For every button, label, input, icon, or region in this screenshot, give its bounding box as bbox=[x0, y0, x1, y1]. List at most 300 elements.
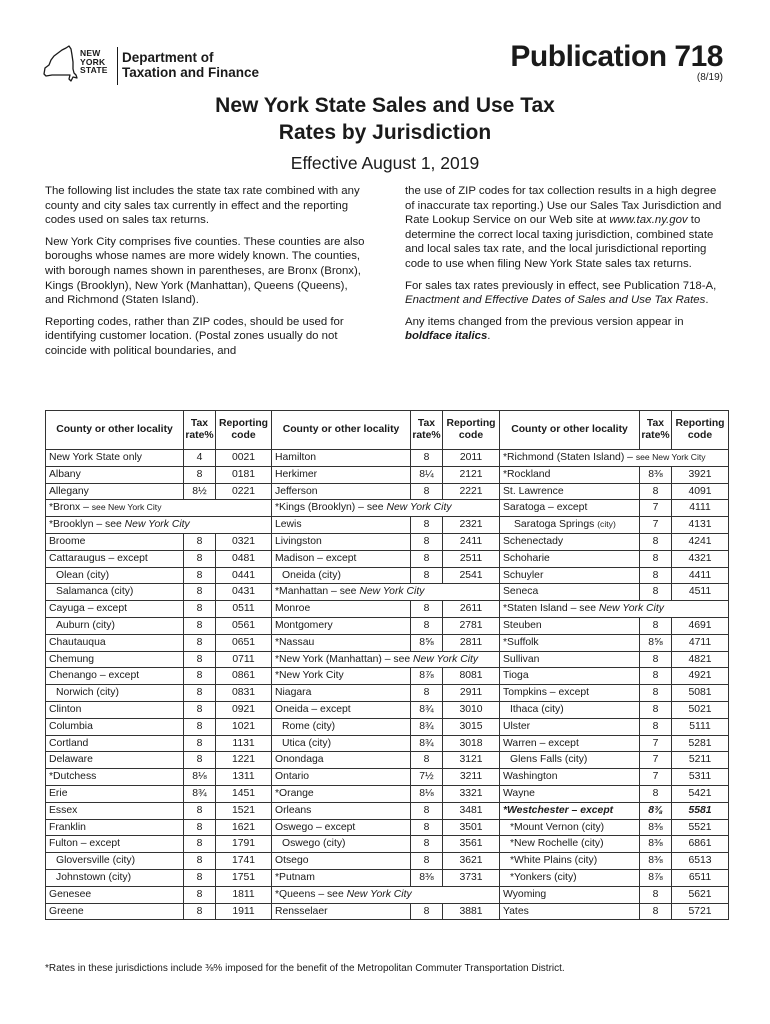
locality-name-text: *Suffolk bbox=[503, 636, 539, 648]
locality-name bbox=[500, 802, 640, 819]
header-rate: Tax rate% bbox=[184, 411, 216, 450]
tax-rate: 8 bbox=[411, 517, 443, 534]
locality-name-text: Cayuga – except bbox=[49, 603, 127, 615]
locality-name bbox=[46, 869, 184, 886]
locality-name-text: Montgomery bbox=[275, 619, 333, 631]
locality-name-text: Monroe bbox=[275, 603, 311, 615]
locality-name bbox=[500, 533, 640, 550]
tax-rate: 8 bbox=[640, 483, 672, 500]
reporting-code: 4921 bbox=[672, 668, 729, 685]
intro-paragraph: The following list includes the state tax rate combined with any county and city sales tax currently in effect and the reporting codes used on sales tax returns. bbox=[45, 185, 360, 227]
reporting-code: 0711 bbox=[216, 651, 272, 668]
reporting-code: 2511 bbox=[443, 550, 500, 567]
locality-name-text: *Putnam bbox=[275, 871, 315, 883]
intro-paragraph bbox=[405, 279, 727, 308]
locality-name bbox=[46, 500, 272, 517]
locality-name-text: Saratoga – except bbox=[503, 502, 588, 514]
boldface-italics-note: boldface italics bbox=[405, 330, 488, 343]
main-title-line-2: Rates by Jurisdiction bbox=[278, 121, 492, 144]
reporting-code: 1131 bbox=[216, 735, 272, 752]
locality-name bbox=[272, 869, 411, 886]
tax-rate: 8 bbox=[411, 567, 443, 584]
reporting-code: 6513 bbox=[672, 853, 729, 870]
reporting-code: 0561 bbox=[216, 617, 272, 634]
locality-name-text: Clinton bbox=[49, 703, 82, 715]
locality-name bbox=[46, 886, 184, 903]
rates-table-body bbox=[46, 450, 729, 920]
reporting-code: 1911 bbox=[216, 903, 272, 920]
locality-name bbox=[46, 651, 184, 668]
reporting-code: 3015 bbox=[443, 718, 500, 735]
tax-rate: 8⅜ bbox=[640, 802, 672, 819]
reporting-code: 2781 bbox=[443, 617, 500, 634]
reporting-code: 1751 bbox=[216, 869, 272, 886]
locality-name bbox=[500, 819, 640, 836]
tax-rate: 8 bbox=[184, 466, 216, 483]
locality-name-text: Orleans bbox=[275, 804, 312, 816]
reporting-code: 3018 bbox=[443, 735, 500, 752]
tax-rate: 8 bbox=[184, 550, 216, 567]
header-rate: Tax rate% bbox=[640, 411, 672, 450]
locality-name bbox=[46, 533, 184, 550]
locality-name-text: Schoharie bbox=[503, 552, 550, 564]
locality-name bbox=[500, 634, 640, 651]
reporting-code: 5111 bbox=[672, 718, 729, 735]
locality-name-text: Yates bbox=[503, 905, 529, 917]
locality-name-text: Otsego bbox=[275, 855, 309, 867]
locality-name-text: *Yonkers (city) bbox=[510, 871, 577, 883]
locality-name bbox=[272, 584, 500, 601]
reporting-code: 5421 bbox=[672, 785, 729, 802]
locality-name-text: Seneca bbox=[503, 586, 539, 598]
table-header-row bbox=[46, 411, 729, 450]
tax-rate: 8⅞ bbox=[411, 668, 443, 685]
locality-name-text: Tompkins – except bbox=[503, 687, 590, 699]
reporting-code: 3621 bbox=[443, 853, 500, 870]
locality-name bbox=[500, 651, 640, 668]
locality-name-text: Ithaca (city) bbox=[510, 703, 564, 715]
locality-name-text: Wayne bbox=[503, 787, 535, 799]
locality-name bbox=[500, 769, 640, 786]
see-reference: New York City bbox=[413, 653, 479, 665]
table-row bbox=[46, 483, 729, 500]
locality-name bbox=[46, 450, 184, 467]
tax-rate: 8 bbox=[640, 886, 672, 903]
locality-name-text: Herkimer bbox=[275, 468, 318, 480]
locality-name bbox=[272, 450, 411, 467]
reporting-code: 4711 bbox=[672, 634, 729, 651]
locality-name-text: Franklin bbox=[49, 821, 86, 833]
locality-name-text: Allegany bbox=[49, 485, 89, 497]
reporting-code: 5621 bbox=[672, 886, 729, 903]
department-line-1: Department of bbox=[122, 50, 214, 65]
locality-name-text: Delaware bbox=[49, 754, 93, 766]
reporting-code: 1521 bbox=[216, 802, 272, 819]
tax-rate: 8 bbox=[640, 785, 672, 802]
locality-name-text: Saratoga Springs bbox=[514, 519, 598, 531]
tax-rate: 8¾ bbox=[184, 785, 216, 802]
locality-name bbox=[46, 601, 184, 618]
reporting-code: 2221 bbox=[443, 483, 500, 500]
locality-name-text: *New York City bbox=[275, 670, 344, 682]
table-row bbox=[46, 752, 729, 769]
locality-name bbox=[500, 567, 640, 584]
tax-rate: 8 bbox=[640, 685, 672, 702]
tax-rate: 8⅜ bbox=[640, 836, 672, 853]
table-row bbox=[46, 836, 729, 853]
tax-rate: 8⅛ bbox=[184, 769, 216, 786]
locality-name-text: *Dutchess bbox=[49, 771, 97, 783]
reporting-code: 0861 bbox=[216, 668, 272, 685]
reporting-code: 5521 bbox=[672, 819, 729, 836]
locality-name bbox=[272, 550, 411, 567]
reporting-code: 3731 bbox=[443, 869, 500, 886]
locality-name bbox=[46, 903, 184, 920]
locality-name-text: Greene bbox=[49, 905, 84, 917]
new-york-state-map-icon bbox=[42, 44, 78, 84]
locality-name bbox=[500, 869, 640, 886]
locality-name bbox=[272, 701, 411, 718]
reporting-code: 4691 bbox=[672, 617, 729, 634]
header-locality: County or other locality bbox=[272, 411, 411, 450]
reporting-code: 1811 bbox=[216, 886, 272, 903]
tax-rate: 7 bbox=[640, 752, 672, 769]
locality-name-text: Schenectady bbox=[503, 535, 564, 547]
locality-name-text: Erie bbox=[49, 787, 68, 799]
locality-name bbox=[272, 668, 411, 685]
tax-rate: 7 bbox=[640, 517, 672, 534]
locality-name bbox=[272, 735, 411, 752]
locality-name-text: *Brooklyn – see bbox=[49, 519, 125, 531]
reporting-code: 5081 bbox=[672, 685, 729, 702]
tax-rate: 8⅜ bbox=[640, 853, 672, 870]
locality-name-text: Chautauqua bbox=[49, 636, 106, 648]
table-row bbox=[46, 668, 729, 685]
reporting-code: 5311 bbox=[672, 769, 729, 786]
locality-name-text: *New Rochelle (city) bbox=[510, 838, 604, 850]
website-link[interactable]: www.tax.ny.gov bbox=[609, 214, 688, 227]
locality-name bbox=[272, 718, 411, 735]
reporting-code: 0221 bbox=[216, 483, 272, 500]
locality-name bbox=[500, 517, 640, 534]
tax-rate: 8 bbox=[411, 601, 443, 618]
tax-rate: 7 bbox=[640, 500, 672, 517]
locality-name-text: Livingston bbox=[275, 535, 322, 547]
locality-name bbox=[46, 735, 184, 752]
see-reference: New York City bbox=[359, 586, 425, 598]
tax-rate: 8 bbox=[184, 752, 216, 769]
tax-rate: 8 bbox=[640, 533, 672, 550]
tax-rate: 8 bbox=[184, 533, 216, 550]
locality-qualifier: (city) bbox=[597, 519, 616, 530]
tax-rate: 8¾ bbox=[411, 735, 443, 752]
tax-rate: 8 bbox=[640, 701, 672, 718]
locality-name bbox=[46, 836, 184, 853]
locality-name bbox=[46, 634, 184, 651]
intro-text: to determine the correct local taxing jurisdiction, combined state and local sales tax rate, and the local jurisdictional reporting code to use when filing New York State sales tax returns. bbox=[405, 214, 714, 270]
effective-date: Effective August 1, 2019 bbox=[290, 153, 480, 173]
tax-rate: 8 bbox=[184, 886, 216, 903]
reporting-code: 3211 bbox=[443, 769, 500, 786]
table-row bbox=[46, 517, 729, 534]
locality-name bbox=[272, 836, 411, 853]
department-name bbox=[122, 50, 259, 80]
reporting-code: 4821 bbox=[672, 651, 729, 668]
locality-name-text: *White Plains (city) bbox=[510, 855, 598, 867]
reporting-code: 5281 bbox=[672, 735, 729, 752]
locality-name bbox=[500, 668, 640, 685]
tax-rate: 8 bbox=[411, 903, 443, 920]
reporting-code: 3481 bbox=[443, 802, 500, 819]
locality-name bbox=[46, 584, 184, 601]
locality-name bbox=[500, 752, 640, 769]
reporting-code: 0831 bbox=[216, 685, 272, 702]
tax-rate: 8 bbox=[411, 752, 443, 769]
locality-name bbox=[272, 517, 411, 534]
state-wordmark-line: NEW bbox=[80, 48, 101, 58]
tax-rate: 8 bbox=[184, 634, 216, 651]
reporting-code: 0181 bbox=[216, 466, 272, 483]
locality-name-text: Steuben bbox=[503, 619, 542, 631]
reporting-code: 5721 bbox=[672, 903, 729, 920]
locality-name bbox=[272, 819, 411, 836]
tax-rate: 8¾ bbox=[411, 718, 443, 735]
reporting-code: 6861 bbox=[672, 836, 729, 853]
locality-name-text: *New York (Manhattan) – see bbox=[275, 653, 414, 665]
reporting-code: 1311 bbox=[216, 769, 272, 786]
locality-name bbox=[46, 466, 184, 483]
reporting-code: 2121 bbox=[443, 466, 500, 483]
locality-name bbox=[500, 701, 640, 718]
reporting-code: 1741 bbox=[216, 853, 272, 870]
locality-name bbox=[272, 752, 411, 769]
locality-name bbox=[272, 617, 411, 634]
intro-paragraph bbox=[405, 184, 727, 272]
tax-rate: 8 bbox=[184, 836, 216, 853]
locality-name-text: *Orange bbox=[275, 787, 314, 799]
table-row bbox=[46, 802, 729, 819]
reporting-code: 4411 bbox=[672, 567, 729, 584]
department-line-2: Taxation and Finance bbox=[122, 65, 260, 80]
locality-name bbox=[46, 567, 184, 584]
locality-name bbox=[46, 853, 184, 870]
locality-name-text: Warren – except bbox=[503, 737, 579, 749]
locality-name-text: Utica (city) bbox=[282, 737, 332, 749]
locality-name bbox=[46, 550, 184, 567]
locality-name bbox=[46, 769, 184, 786]
table-row bbox=[46, 685, 729, 702]
tax-rate: 8⅝ bbox=[640, 634, 672, 651]
table-row bbox=[46, 533, 729, 550]
locality-name bbox=[272, 785, 411, 802]
table-row bbox=[46, 634, 729, 651]
locality-name-text: Broome bbox=[49, 535, 86, 547]
locality-name-text: Salamanca (city) bbox=[56, 586, 134, 598]
locality-name bbox=[500, 903, 640, 920]
locality-name-text: *Nassau bbox=[275, 636, 315, 648]
locality-name-text: Washington bbox=[503, 771, 558, 783]
table-row bbox=[46, 617, 729, 634]
reporting-code: 0441 bbox=[216, 567, 272, 584]
reporting-code: 0651 bbox=[216, 634, 272, 651]
rates-table bbox=[45, 410, 729, 920]
publication-date: (8/19) bbox=[696, 72, 723, 83]
tax-rate: 8 bbox=[411, 836, 443, 853]
locality-name-text: Cattaraugus – except bbox=[49, 552, 148, 564]
reporting-code: 3321 bbox=[443, 785, 500, 802]
locality-name-text: St. Lawrence bbox=[503, 485, 564, 497]
intro-text: the use of ZIP codes for tax collection results in a high degree of inaccurate tax reporting.) Use our Sales Tax Jurisdiction and Rate Lookup Service on our Web site at bbox=[405, 185, 722, 227]
locality-name-text: Ulster bbox=[503, 720, 531, 732]
locality-name-text: Oneida (city) bbox=[282, 569, 341, 581]
tax-rate: 8 bbox=[411, 685, 443, 702]
tax-rate: 8¼ bbox=[411, 466, 443, 483]
tax-rate: 8⅝ bbox=[411, 634, 443, 651]
logo-divider bbox=[117, 47, 118, 85]
table-row bbox=[46, 735, 729, 752]
tax-rate: 8 bbox=[411, 819, 443, 836]
locality-name bbox=[500, 886, 640, 903]
locality-name-text: Jefferson bbox=[275, 485, 318, 497]
tax-rate: 7 bbox=[640, 735, 672, 752]
locality-name-text: *Rockland bbox=[503, 468, 551, 480]
locality-name bbox=[46, 483, 184, 500]
table-row bbox=[46, 567, 729, 584]
locality-name-text: *Queens – see bbox=[275, 888, 347, 900]
intro-text: Any items changed from the previous version appear in bbox=[405, 315, 684, 328]
locality-name-text: *Kings (Brooklyn) – see bbox=[275, 502, 387, 514]
locality-name bbox=[46, 685, 184, 702]
locality-name bbox=[46, 617, 184, 634]
tax-rate: 8 bbox=[411, 450, 443, 467]
tax-rate: 8 bbox=[184, 718, 216, 735]
state-wordmark bbox=[80, 49, 108, 75]
locality-name-text: Johnstown (city) bbox=[56, 871, 132, 883]
tax-rate: 8 bbox=[184, 601, 216, 618]
locality-name bbox=[500, 718, 640, 735]
tax-rate: 8 bbox=[184, 651, 216, 668]
table-row bbox=[46, 853, 729, 870]
reporting-code: 0511 bbox=[216, 601, 272, 618]
main-title-line-1: New York State Sales and Use Tax bbox=[215, 94, 555, 117]
table-row bbox=[46, 651, 729, 668]
tax-rate: 8 bbox=[184, 617, 216, 634]
reporting-code: 8081 bbox=[443, 668, 500, 685]
locality-name bbox=[272, 500, 500, 517]
reporting-code: 4321 bbox=[672, 550, 729, 567]
locality-name-text: Onondaga bbox=[275, 754, 324, 766]
tax-rate: 8⅛ bbox=[411, 785, 443, 802]
locality-name-text: Fulton – except bbox=[49, 838, 121, 850]
locality-name bbox=[272, 651, 500, 668]
reporting-code: 3921 bbox=[672, 466, 729, 483]
tax-rate: 8 bbox=[411, 853, 443, 870]
table-row bbox=[46, 769, 729, 786]
tax-rate: 8 bbox=[640, 617, 672, 634]
locality-name bbox=[500, 450, 729, 467]
locality-name bbox=[272, 802, 411, 819]
locality-name bbox=[500, 466, 640, 483]
header-code: Reporting code bbox=[672, 411, 729, 450]
locality-name-text: *Mount Vernon (city) bbox=[510, 821, 605, 833]
reporting-code: 1451 bbox=[216, 785, 272, 802]
locality-name-text: Ontario bbox=[275, 771, 310, 783]
tax-rate: 8 bbox=[184, 853, 216, 870]
tax-rate: 7 bbox=[640, 769, 672, 786]
locality-name bbox=[272, 466, 411, 483]
locality-name bbox=[272, 601, 411, 618]
reporting-code: 2541 bbox=[443, 567, 500, 584]
tax-rate: 8 bbox=[640, 718, 672, 735]
locality-name-text: Cortland bbox=[49, 737, 89, 749]
tax-rate: 8 bbox=[184, 869, 216, 886]
reporting-code: 2011 bbox=[443, 450, 500, 467]
table-row bbox=[46, 701, 729, 718]
table-row bbox=[46, 886, 729, 903]
reporting-code: 4091 bbox=[672, 483, 729, 500]
reporting-code: 6511 bbox=[672, 869, 729, 886]
tax-rate: 8 bbox=[640, 903, 672, 920]
locality-name bbox=[46, 785, 184, 802]
tax-rate: 8 bbox=[640, 567, 672, 584]
locality-name bbox=[46, 819, 184, 836]
tax-rate: 8¾ bbox=[411, 701, 443, 718]
locality-name bbox=[272, 853, 411, 870]
locality-name bbox=[500, 483, 640, 500]
locality-name bbox=[272, 483, 411, 500]
locality-name-text: Oswego – except bbox=[275, 821, 356, 833]
reporting-code: 0321 bbox=[216, 533, 272, 550]
header-rate: Tax rate% bbox=[411, 411, 443, 450]
locality-name bbox=[272, 634, 411, 651]
intro-text: . bbox=[487, 330, 491, 343]
reporting-code: 5581 bbox=[672, 802, 729, 819]
locality-name bbox=[46, 802, 184, 819]
tax-rate: 8 bbox=[411, 533, 443, 550]
header-code: Reporting code bbox=[443, 411, 500, 450]
tax-rate: 4 bbox=[184, 450, 216, 467]
locality-name bbox=[272, 685, 411, 702]
locality-name-text: Auburn (city) bbox=[56, 619, 115, 631]
locality-name bbox=[500, 584, 640, 601]
tax-rate: 8 bbox=[184, 584, 216, 601]
tax-rate: 8 bbox=[411, 483, 443, 500]
locality-name-text: Glens Falls (city) bbox=[510, 754, 588, 766]
state-wordmark-line: STATE bbox=[80, 65, 108, 75]
state-wordmark-line: YORK bbox=[80, 56, 106, 67]
locality-name-text: Tioga bbox=[503, 670, 529, 682]
tax-rate: 8⅜ bbox=[411, 869, 443, 886]
locality-name-text: Madison – except bbox=[275, 552, 357, 564]
locality-name-text: Norwich (city) bbox=[56, 687, 119, 699]
locality-name bbox=[500, 685, 640, 702]
locality-name-text: *Manhattan – see bbox=[275, 586, 360, 598]
tax-rate: 8 bbox=[640, 651, 672, 668]
locality-name bbox=[272, 903, 411, 920]
locality-name-text: Essex bbox=[49, 804, 78, 816]
reporting-code: 0481 bbox=[216, 550, 272, 567]
reporting-code: 4131 bbox=[672, 517, 729, 534]
tax-rate: 8 bbox=[640, 584, 672, 601]
locality-name bbox=[500, 617, 640, 634]
locality-name-text: Rome (city) bbox=[282, 720, 336, 732]
publication-title: Publication 718 bbox=[510, 40, 723, 73]
tax-rate: 8 bbox=[184, 802, 216, 819]
reporting-code: 2911 bbox=[443, 685, 500, 702]
see-reference: New York City bbox=[598, 603, 664, 615]
reporting-code: 2321 bbox=[443, 517, 500, 534]
tax-rate: 8½ bbox=[184, 483, 216, 500]
